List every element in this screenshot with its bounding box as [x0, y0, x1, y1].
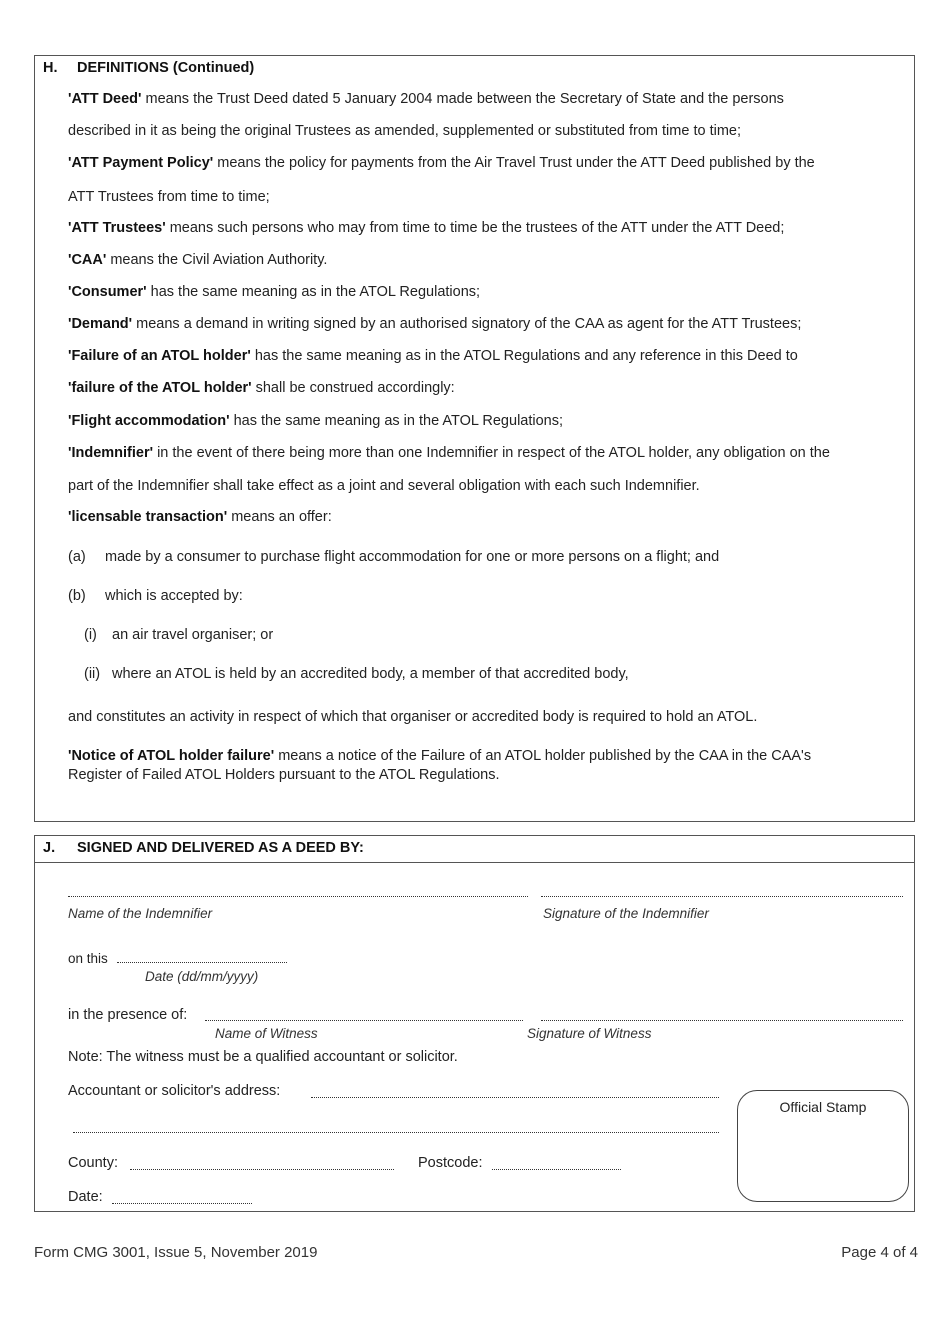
definition-att-payment-policy: 'ATT Payment Policy' means the policy for payments from the Air Travel Trust under the ATT Deed published by the	[68, 155, 815, 171]
address-field-line-1[interactable]	[311, 1097, 719, 1098]
definition-indemnifier: 'Indemnifier' in the event of there being more than one Indemnifier in respect of the ATOL holder, any obligation on the	[68, 445, 830, 461]
county-field[interactable]	[130, 1169, 394, 1170]
indemnifier-name-label: Name of the Indemnifier	[68, 906, 213, 921]
section-j-heading: J. SIGNED AND DELIVERED AS A DEED BY:	[43, 840, 364, 856]
definition-att-deed-cont: described in it as being the original Trustees as amended, supplemented or substituted from time to time;	[68, 123, 741, 139]
postcode-label: Postcode:	[418, 1155, 483, 1171]
definition-licensable-transaction: 'licensable transaction' means an offer:	[68, 509, 332, 525]
list-item-i-marker: (i)	[84, 627, 97, 643]
page-number: Page 4 of 4	[841, 1244, 918, 1261]
section-j-divider	[35, 862, 914, 863]
address-label: Accountant or solicitor's address:	[68, 1083, 281, 1099]
signature-section	[34, 835, 915, 1212]
official-stamp-box	[737, 1090, 909, 1202]
indemnifier-name-field[interactable]	[68, 896, 528, 897]
definition-flight-accommodation: 'Flight accommodation' has the same meaning as in the ATOL Regulations;	[68, 413, 564, 429]
definition-att-trustees: 'ATT Trustees' means such persons who may from time to time be the trustees of the ATT under the ATT Deed;	[68, 220, 785, 236]
definition-notice-of-failure-cont: Register of Failed ATOL Holders pursuant to the ATOL Regulations.	[68, 767, 500, 783]
definition-consumer: 'Consumer' has the same meaning as in the ATOL Regulations;	[68, 284, 481, 300]
definition-indemnifier-cont: part of the Indemnifier shall take effect as a joint and several obligation with each such Indemnifier.	[68, 478, 700, 494]
list-item-ii-marker: (ii)	[84, 666, 101, 682]
address-field-line-2[interactable]	[73, 1132, 719, 1133]
on-this-label: on this	[68, 951, 108, 966]
list-item-i: an air travel organiser; or	[112, 627, 274, 643]
definition-demand: 'Demand' means a demand in writing signed by an authorised signatory of the CAA as agent for the ATT Trustees;	[68, 316, 802, 332]
definitions-section	[34, 55, 915, 822]
list-item-a: made by a consumer to purchase flight accommodation for one or more persons on a flight; and	[105, 549, 720, 565]
list-item-ii: where an ATOL is held by an accredited body, a member of that accredited body,	[112, 666, 629, 682]
definition-att-payment-policy-cont: ATT Trustees from time to time;	[68, 189, 270, 205]
definition-notice-of-failure: 'Notice of ATOL holder failure' means a notice of the Failure of an ATOL holder published by the CAA in the CAA's	[68, 748, 812, 764]
in-presence-of-label: in the presence of:	[68, 1007, 188, 1023]
county-label: County:	[68, 1155, 118, 1171]
deed-date-field[interactable]	[117, 962, 287, 963]
list-item-b: which is accepted by:	[105, 588, 243, 604]
indemnifier-signature-field[interactable]	[541, 896, 903, 897]
section-h-heading: H. DEFINITIONS (Continued)	[43, 60, 255, 76]
definition-failure-of-atol-holder: 'Failure of an ATOL holder' has the same meaning as in the ATOL Regulations and any reference in this Deed to	[68, 348, 798, 364]
date-label: Date:	[68, 1189, 103, 1205]
indemnifier-signature-label: Signature of the Indemnifier	[543, 906, 709, 921]
witness-name-field[interactable]	[205, 1020, 523, 1021]
witness-signature-field[interactable]	[541, 1020, 903, 1021]
list-item-a-marker: (a)	[68, 549, 86, 565]
list-item-b-marker: (b)	[68, 588, 86, 604]
witness-signature-label: Signature of Witness	[527, 1026, 652, 1041]
deed-date-format-label: Date (dd/mm/yyyy)	[145, 969, 259, 984]
definition-failure-of-the-atol-holder: 'failure of the ATOL holder' shall be construed accordingly:	[68, 380, 455, 396]
witness-name-label: Name of Witness	[215, 1026, 318, 1041]
official-stamp-label: Official Stamp	[779, 1099, 867, 1115]
date-field[interactable]	[112, 1203, 252, 1204]
form-identifier: Form CMG 3001, Issue 5, November 2019	[34, 1244, 318, 1261]
witness-note: Note: The witness must be a qualified accountant or solicitor.	[68, 1049, 458, 1065]
postcode-field[interactable]	[492, 1169, 621, 1170]
definition-caa: 'CAA' means the Civil Aviation Authority.	[68, 252, 328, 268]
constitutes-text: and constitutes an activity in respect of which that organiser or accredited body is required to hold an ATOL.	[68, 709, 758, 725]
definition-att-deed: 'ATT Deed' means the Trust Deed dated 5 January 2004 made between the Secretary of State and the persons	[68, 91, 784, 107]
